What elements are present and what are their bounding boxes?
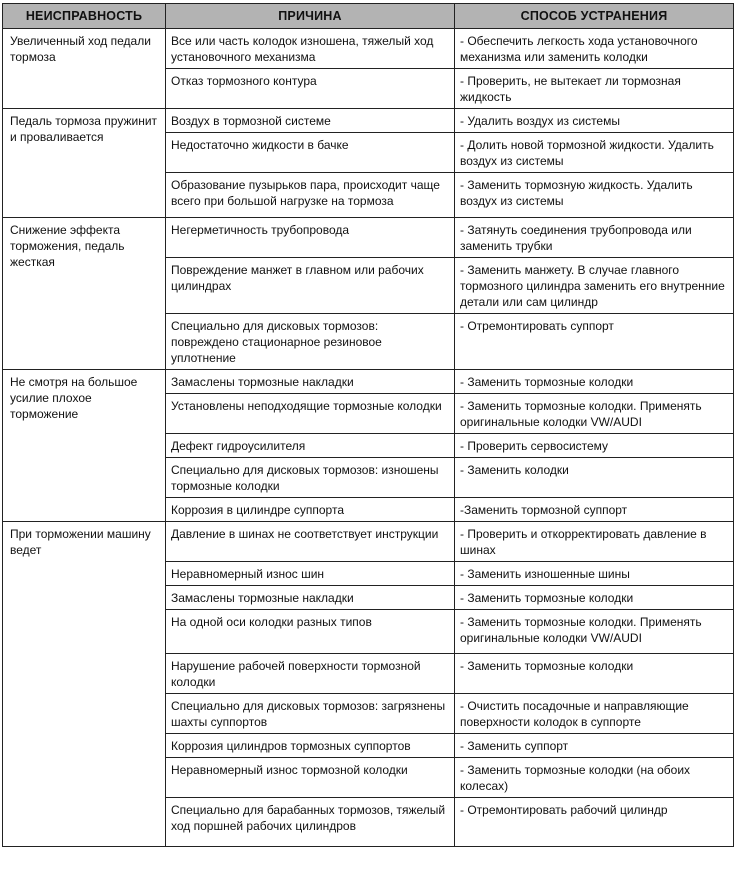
remedy-cell: - Заменить изношенные шины [455, 562, 734, 586]
cause-cell: Установлены неподходящие тормозные колодки [166, 394, 455, 434]
cause-cell: Замаслены тормозные накладки [166, 370, 455, 394]
troubleshooting-table [2, 3, 734, 847]
cause-cell: Воздух в тормозной системе [166, 109, 455, 133]
remedy-cell: - Заменить тормозные колодки. Применять оригинальные колодки VW/AUDI [455, 394, 734, 434]
cause-cell: На одной оси колодки разных типов [166, 610, 455, 654]
table-row [3, 218, 734, 258]
remedy-cell: - Заменить колодки [455, 458, 734, 498]
remedy-cell: -Заменить тормозной суппорт [455, 498, 734, 522]
table-row [3, 109, 734, 133]
cause-cell: Нарушение рабочей поверхности тормозной колодки [166, 654, 455, 694]
fault-cell: При торможении машину ведет [3, 522, 166, 847]
header-row [3, 4, 734, 29]
cause-cell: Коррозия цилиндров тормозных суппортов [166, 734, 455, 758]
remedy-cell: - Удалить воздух из системы [455, 109, 734, 133]
fault-cell: Не смотря на большое усилие плохое торможение [3, 370, 166, 522]
cause-cell: Специально для дисковых тормозов: изношены тормозные колодки [166, 458, 455, 498]
table-row [3, 29, 734, 69]
table-row [3, 370, 734, 394]
cause-cell: Давление в шинах не соответствует инструкции [166, 522, 455, 562]
fault-cell: Педаль тормоза пружинит и проваливается [3, 109, 166, 218]
cause-cell: Негерметичность трубопровода [166, 218, 455, 258]
fault-cell: Снижение эффекта торможения, педаль жесткая [3, 218, 166, 370]
remedy-cell: - Заменить тормозные колодки (на обоих колесах) [455, 758, 734, 798]
remedy-cell: - Отремонтировать суппорт [455, 314, 734, 370]
remedy-cell: - Затянуть соединения трубопровода или заменить трубки [455, 218, 734, 258]
table-row [3, 522, 734, 562]
remedy-cell: - Заменить тормозную жидкость. Удалить воздух из системы [455, 173, 734, 218]
cause-cell: Дефект гидроусилителя [166, 434, 455, 458]
cause-cell: Недостаточно жидкости в бачке [166, 133, 455, 173]
cause-cell: Коррозия в цилиндре суппорта [166, 498, 455, 522]
remedy-cell: - Проверить, не вытекает ли тормозная жидкость [455, 69, 734, 109]
remedy-cell: - Очистить посадочные и направляющие поверхности колодок в суппорте [455, 694, 734, 734]
remedy-cell: - Проверить и откорректировать давление в шинах [455, 522, 734, 562]
remedy-cell: - Заменить тормозные колодки [455, 654, 734, 694]
cause-cell: Неравномерный износ тормозной колодки [166, 758, 455, 798]
header-cause: ПРИЧИНА [166, 4, 455, 29]
cause-cell: Замаслены тормозные накладки [166, 586, 455, 610]
table-body [3, 29, 734, 847]
remedy-cell: - Заменить манжету. В случае главного тормозного цилиндра заменить его внутренние детали или сам цилиндр [455, 258, 734, 314]
remedy-cell: - Заменить суппорт [455, 734, 734, 758]
fault-cell: Увеличенный ход педали тормоза [3, 29, 166, 109]
cause-cell: Специально для дисковых тормозов: загрязнены шахты суппортов [166, 694, 455, 734]
cause-cell: Специально для дисковых тормозов: повреждено стационарное резиновое уплотнение [166, 314, 455, 370]
header-fault: НЕИСПРАВНОСТЬ [3, 4, 166, 29]
cause-cell: Неравномерный износ шин [166, 562, 455, 586]
remedy-cell: - Обеспечить легкость хода установочного механизма или заменить колодки [455, 29, 734, 69]
cause-cell: Повреждение манжет в главном или рабочих цилиндрах [166, 258, 455, 314]
cause-cell: Образование пузырьков пара, происходит чаще всего при большой нагрузке на тормоза [166, 173, 455, 218]
remedy-cell: - Заменить тормозные колодки [455, 370, 734, 394]
remedy-cell: - Заменить тормозные колодки [455, 586, 734, 610]
cause-cell: Специально для барабанных тормозов, тяжелый ход поршней рабочих цилиндров [166, 798, 455, 847]
remedy-cell: - Долить новой тормозной жидкости. Удалить воздух из системы [455, 133, 734, 173]
remedy-cell: - Проверить сервосистему [455, 434, 734, 458]
remedy-cell: - Отремонтировать рабочий цилиндр [455, 798, 734, 847]
header-remedy: СПОСОБ УСТРАНЕНИЯ [455, 4, 734, 29]
cause-cell: Отказ тормозного контура [166, 69, 455, 109]
cause-cell: Все или часть колодок изношена, тяжелый ход установочного механизма [166, 29, 455, 69]
remedy-cell: - Заменить тормозные колодки. Применять оригинальные колодки VW/AUDI [455, 610, 734, 654]
